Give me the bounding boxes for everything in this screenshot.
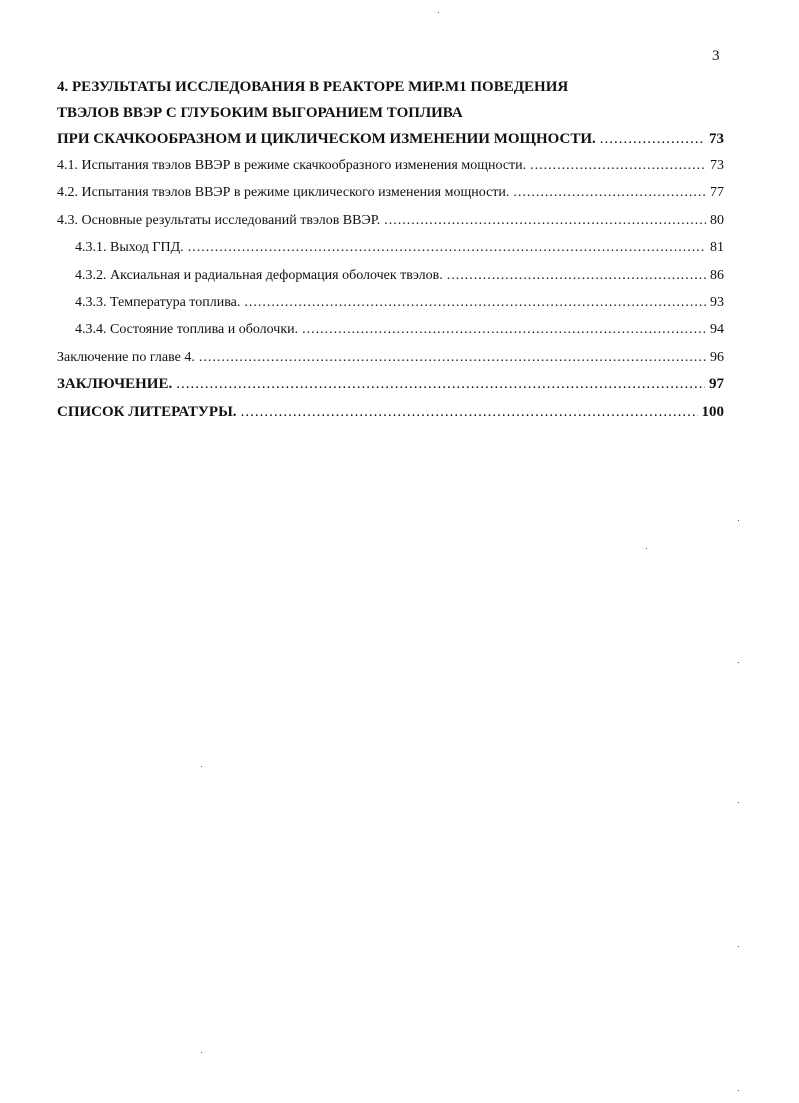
toc-entry-label: 4.3.4. Состояние топлива и оболочки. (75, 322, 299, 338)
dot-leader (530, 152, 706, 179)
toc-entry-4-3[interactable] (57, 207, 724, 234)
scan-speck (438, 12, 439, 13)
dot-leader (244, 289, 706, 316)
chapter-4-heading-line-1: 4. РЕЗУЛЬТАТЫ ИССЛЕДОВАНИЯ В РЕАКТОРЕ МИР.М1 ПОВЕДЕНИЯ (57, 79, 569, 95)
toc-entry-4-3-2[interactable] (57, 262, 724, 289)
dot-leader (600, 126, 705, 152)
toc-entry-label: Заключение по главе 4. (57, 349, 195, 365)
toc-entry-page: 73 (709, 131, 724, 147)
toc-entry-page: 97 (709, 376, 724, 393)
scan-speck (738, 1090, 739, 1091)
toc-entry-label: 4.3.2. Аксиальная и радиальная деформация оболочек твэлов. (75, 267, 443, 283)
toc-entry-page: 77 (710, 185, 724, 201)
scan-speck (201, 766, 202, 767)
toc-entry-label: 4.3.1. Выход ГПД. (75, 240, 184, 256)
scan-speck (738, 520, 739, 521)
dot-leader (513, 179, 706, 206)
table-of-contents (57, 74, 724, 426)
dot-leader (384, 207, 706, 234)
dot-leader (447, 262, 706, 289)
toc-entry-label: 4.2. Испытания твэлов ВВЭР в режиме циклического изменения мощности. (57, 185, 510, 201)
toc-entry-page: 73 (710, 158, 724, 173)
dot-leader (302, 316, 706, 343)
toc-entry-page: 100 (701, 403, 724, 420)
toc-entry-conclusion[interactable] (57, 371, 724, 398)
scan-speck (646, 548, 647, 549)
toc-entry-label: 4.3.3. Температура топлива. (75, 295, 241, 311)
scan-speck (738, 802, 739, 803)
dot-leader (176, 371, 705, 398)
page-number: 3 (712, 48, 720, 64)
scan-speck (738, 662, 739, 663)
scan-speck (738, 946, 739, 947)
toc-entry-4-1[interactable] (57, 152, 724, 179)
dot-leader (241, 399, 698, 426)
toc-entry-label: 4.3. Основные результаты исследований твэлов ВВЭР. (57, 212, 381, 228)
toc-entry-page: 81 (710, 240, 724, 256)
toc-entry-4-3-3[interactable] (57, 289, 724, 316)
toc-entry-references[interactable] (57, 399, 724, 426)
toc-entry-page: 80 (710, 212, 724, 228)
scan-speck (201, 1052, 202, 1053)
toc-entry-4-3-4[interactable] (57, 316, 724, 343)
toc-entry-4-3-1[interactable] (57, 234, 724, 261)
toc-entry-page: 93 (710, 295, 724, 311)
toc-entry-label: ПРИ СКАЧКООБРАЗНОМ И ЦИКЛИЧЕСКОМ ИЗМЕНЕНИИ МОЩНОСТИ. (57, 131, 596, 147)
toc-entry-4-2[interactable] (57, 179, 724, 206)
toc-entry-label: СПИСОК ЛИТЕРАТУРЫ. (57, 403, 237, 420)
toc-entry-label: 4.1. Испытания твэлов ВВЭР в режиме скачкообразного изменения мощности. (57, 158, 527, 173)
toc-entry-page: 86 (710, 267, 724, 283)
toc-entry-page: 96 (710, 349, 724, 365)
toc-entry-label: ЗАКЛЮЧЕНИЕ. (57, 376, 173, 393)
toc-entry-chapter-4-conclusion[interactable] (57, 344, 724, 371)
toc-entry-chapter-4[interactable] (57, 126, 724, 152)
dot-leader (188, 234, 706, 261)
dot-leader (199, 344, 706, 371)
toc-entry-page: 94 (710, 322, 724, 338)
chapter-4-heading-line-2: ТВЭЛОВ ВВЭР С ГЛУБОКИМ ВЫГОРАНИЕМ ТОПЛИВА (57, 105, 463, 121)
